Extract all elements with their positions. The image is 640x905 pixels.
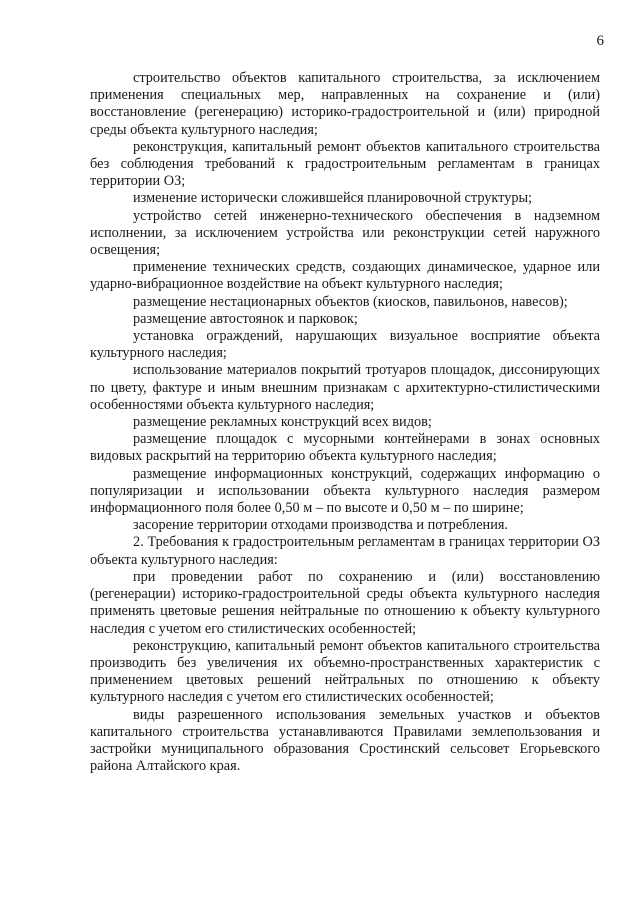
- paragraph-reconstruction-rules: реконструкцию, капитальный ремонт объектов капитального строительства производить без увеличения их объемно-пространственных характеристик с применением цветовых решений нейтральных по отношению к объекту культурного наследия с учетом его стилистических особенностей;: [90, 637, 600, 706]
- paragraph-planning-structure: изменение исторически сложившейся планировочной структуры;: [133, 190, 533, 207]
- paragraph-color-solutions: при проведении работ по сохранению и (или) восстановлению (регенерации) историко-градостроительной среды объекта культурного наследия применять цветовые решения нейтральные по отношению к объекту культурного наследия с учетом его стилистических особенностей;: [90, 568, 600, 637]
- paragraph-construction-ban: строительство объектов капитального строительства, за исключением применения специальных мер, направленных на сохранение и (или) восстановление (регенерацию) историко-градостроительной и (или) природной среды объекта культурного наследия;: [90, 70, 600, 138]
- paragraph-section-2-heading: 2. Требования к градостроительным регламентам в границах территории ОЗ объекта культурного наследия:: [90, 534, 600, 568]
- paragraph-fences: установка ограждений, нарушающих визуальное восприятие объекта культурного наследия;: [90, 328, 600, 362]
- document-body: [90, 70, 600, 775]
- paragraph-littering: засорение территории отходами производства и потребления.: [133, 517, 509, 534]
- paragraph-waste-containers: размещение площадок с мусорными контейнерами в зонах основных видовых раскрытий на территорию объекта культурного наследия;: [90, 431, 600, 465]
- paragraph-reconstruction-ban: реконструкция, капитальный ремонт объектов капитального строительства без соблюдения требований к градостроительным регламентам в границах территории ОЗ;: [90, 138, 600, 190]
- paragraph-land-use-rules: виды разрешенного использования земельных участков и объектов капитального строительства устанавливаются Правилами землепользования и застройки муниципального образования Сростинский сельсовет Егорьевского района Алтайского края.: [90, 706, 600, 775]
- paragraph-parking: размещение автостоянок и парковок;: [133, 310, 358, 327]
- paragraph-utility-networks: устройство сетей инженерно-технического обеспечения в надземном исполнении, за исключением устройства или реконструкции сетей наружного освещения;: [90, 207, 600, 259]
- paragraph-technical-means: применение технических средств, создающих динамическое, ударное или ударно-вибрационное воздействие на объект культурного наследия;: [90, 259, 600, 293]
- paragraph-temporary-objects: размещение нестационарных объектов (киосков, павильонов, навесов);: [133, 293, 568, 310]
- paragraph-paving-materials: использование материалов покрытий тротуаров площадок, диссонирующих по цвету, фактуре и иным внешним признакам с архитектурно-стилистическими особенностями объекта культурного наследия;: [90, 362, 600, 413]
- paragraph-advertising: размещение рекламных конструкций всех видов;: [133, 414, 432, 431]
- page-number: 6: [596, 33, 604, 49]
- paragraph-info-boards: размещение информационных конструкций, содержащих информацию о популяризации и использовании объекта культурного наследия размером информационного поля более 0,50 м – по высоте и 0,50 м – по ширине;: [90, 465, 600, 517]
